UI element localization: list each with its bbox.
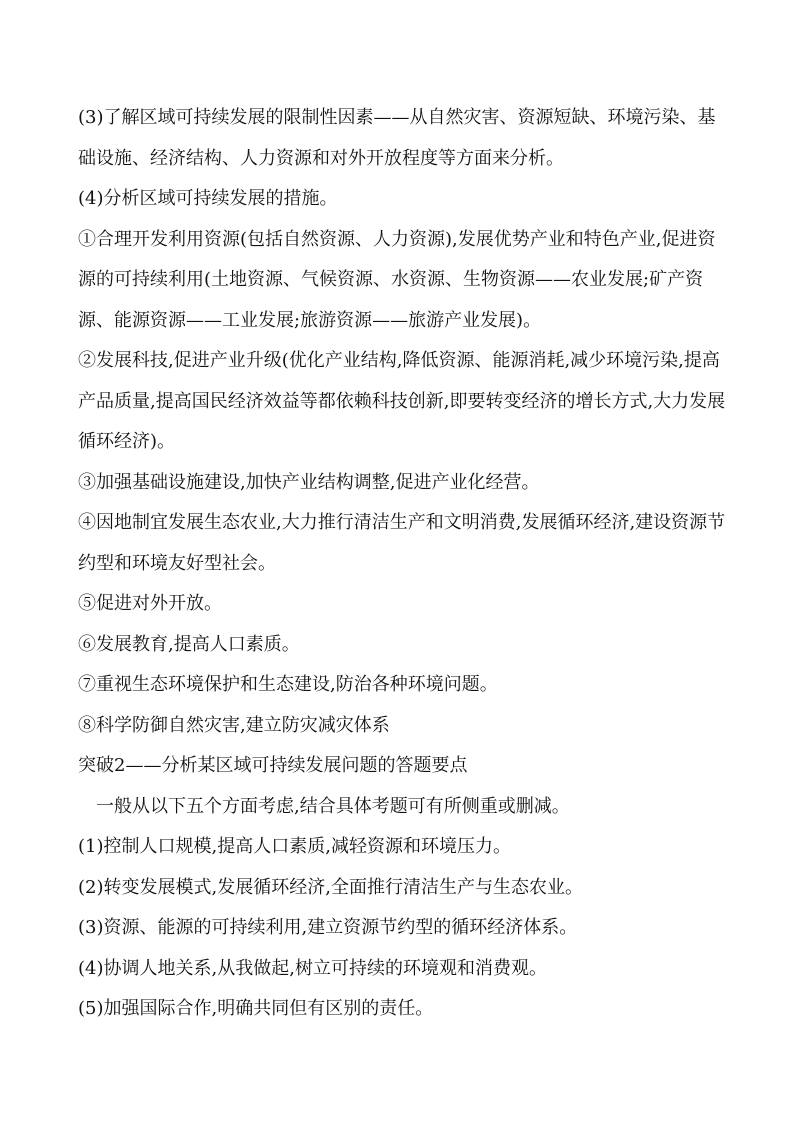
paragraph-measure-6: ⑥发展教育,提高人口素质。: [78, 633, 300, 655]
answer-point-5: (5)加强国际合作,明确共同但有区别的责任。: [78, 998, 434, 1019]
paragraph-measure-2: ②发展科技,促进产业升级(优化产业结构,降低资源、能源消耗,减少环境污染,提高产品质量,提高国民经济效益等都依赖科技创新,即要转变经济的增长方式,大力发展循环经济)。: [78, 350, 726, 452]
paragraph-measure-5: ⑤促进对外开放。: [78, 593, 222, 614]
paragraph-measures-heading: (4)分析区域可持续发展的措施。: [78, 188, 338, 209]
answer-point-3: (3)资源、能源的可持续利用,建立资源节约型的循环经济体系。: [78, 917, 578, 938]
paragraph-measure-4: ④因地制宜发展生态农业,大力推行清洁生产和文明消费,发展循环经济,建设资源节约型和环境友好型社会。: [78, 512, 726, 574]
paragraph-intro: 一般从以下五个方面考虑,结合具体考题可有所侧重或删减。: [96, 795, 570, 817]
document-body: [78, 98, 728, 1030]
section-heading-breakthrough-2: 突破2——分析某区域可持续发展问题的答题要点: [78, 755, 468, 776]
paragraph-measure-7: ⑦重视生态环境保护和生态建设,防治各种环境问题。: [78, 674, 498, 695]
paragraph-measure-3: ③加强基础设施建设,加快产业结构调整,促进产业化经营。: [78, 471, 540, 493]
answer-point-1: (1)控制人口规模,提高人口素质,减轻资源和环境压力。: [78, 836, 511, 857]
paragraph-limiting-factors: (3)了解区域可持续发展的限制性因素——从自然灾害、资源短缺、环境污染、基础设施、经济结构、人力资源和对外开放程度等方面来分析。: [78, 107, 716, 169]
paragraph-measure-1: ①合理开发利用资源(包括自然资源、人力资源),发展优势产业和特色产业,促进资源的可持续利用(土地资源、气候资源、水资源、生物资源——农业发展;矿产资源、能源资源——工业发展;旅游资源——旅游产业发展)。: [78, 228, 716, 331]
answer-point-4: (4)协调人地关系,从我做起,树立可持续的环境观和消费观。: [78, 957, 547, 979]
paragraph-measure-8: ⑧科学防御自然灾害,建立防灾减灾体系: [78, 714, 390, 736]
answer-point-2: (2)转变发展模式,发展循环经济,全面推行清洁生产与生态农业。: [78, 876, 583, 898]
